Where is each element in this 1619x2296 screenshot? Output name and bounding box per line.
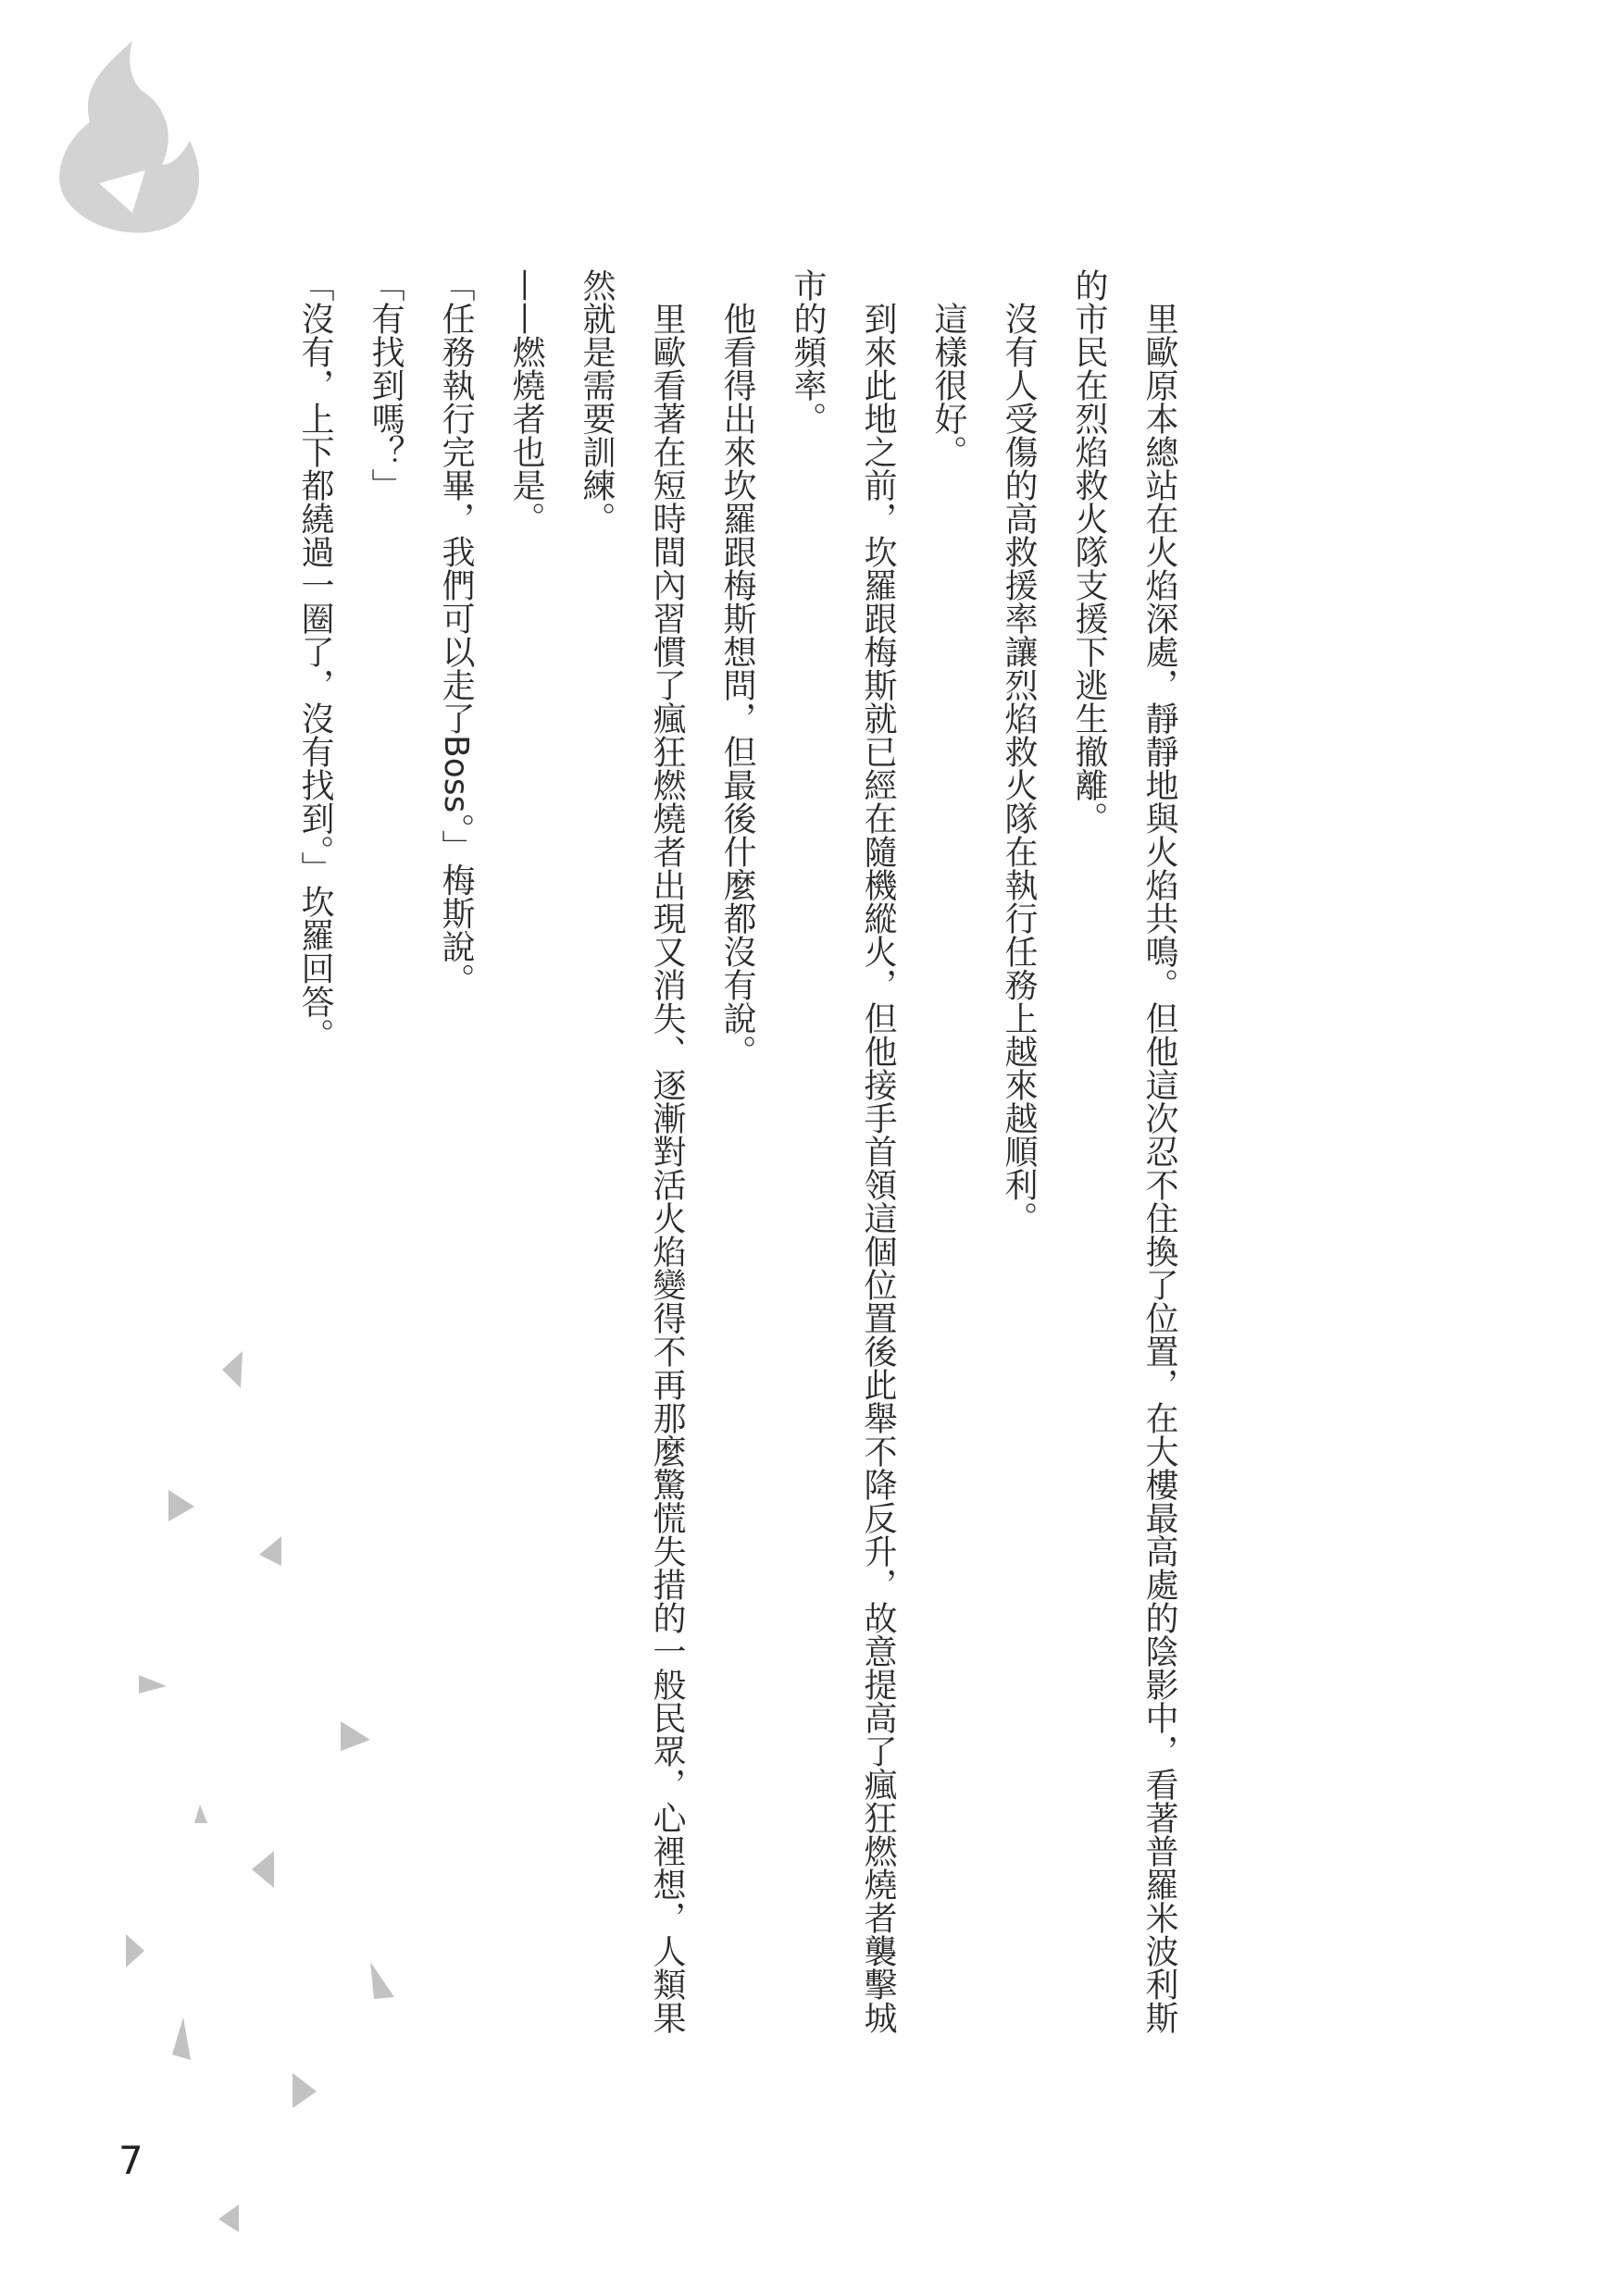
dialog-line-2: 「有找到嗎？」 — [367, 268, 405, 502]
triangle-icon — [293, 2073, 317, 2108]
triangle-icon — [222, 1351, 243, 1388]
flame-logo-icon — [42, 37, 204, 245]
triangle-icon — [172, 2017, 191, 2060]
dialog-line-3: 「沒有，上下都繞過一圈了，沒有找到。」坎羅回答。 — [296, 268, 334, 1051]
triangle-icon — [168, 1490, 194, 1521]
paragraph-1: 里歐原本總站在火焰深處，靜靜地與火焰共鳴。但他這次忍不住換了位置，在大樓最高處的陰影中，看著普羅米波利斯的市民在烈焰救火隊支援下逃生撤離。 — [1070, 268, 1178, 2034]
paragraph-4: 到來此地之前，坎羅跟梅斯就已經在隨機縱火，但他接手首領這個位置後此舉不降反升，故意提高了瘋狂燃燒者襲擊城市的頻率。 — [789, 268, 897, 2034]
triangle-icon — [341, 1721, 370, 1751]
paragraph-6: 里歐看著在短時間內習慣了瘋狂燃燒者出現又消失、逐漸對活火焰變得不再那麼驚慌失措的一般民眾，心裡想，人類果然就是需要訓練。 — [578, 268, 686, 2034]
paragraph-5: 他看得出來坎羅跟梅斯想問，但最後什麼都沒有說。 — [718, 302, 756, 1068]
dialog-line-1: 「任務執行完畢，我們可以走了Boss。」梅斯說。 — [437, 268, 475, 997]
triangle-icon — [194, 1805, 207, 1823]
paragraph-2: 沒有人受傷的高救援率讓烈焰救火隊在執行任務上越來越順利。 — [1000, 302, 1038, 1235]
triangle-icon — [259, 1536, 281, 1566]
paragraph-3: 這樣很好。 — [929, 302, 967, 468]
paragraph-7: ——燃燒者也是。 — [507, 268, 545, 535]
triangle-icon — [370, 1962, 394, 1999]
page-number: 7 — [118, 2138, 143, 2183]
decorative-triangles — [111, 1351, 426, 2240]
triangle-icon — [218, 2204, 239, 2232]
flame-logo-shape — [59, 41, 199, 233]
triangle-icon — [126, 1934, 144, 1967]
triangle-icon — [139, 1675, 167, 1694]
triangle-icon — [252, 1851, 274, 1888]
